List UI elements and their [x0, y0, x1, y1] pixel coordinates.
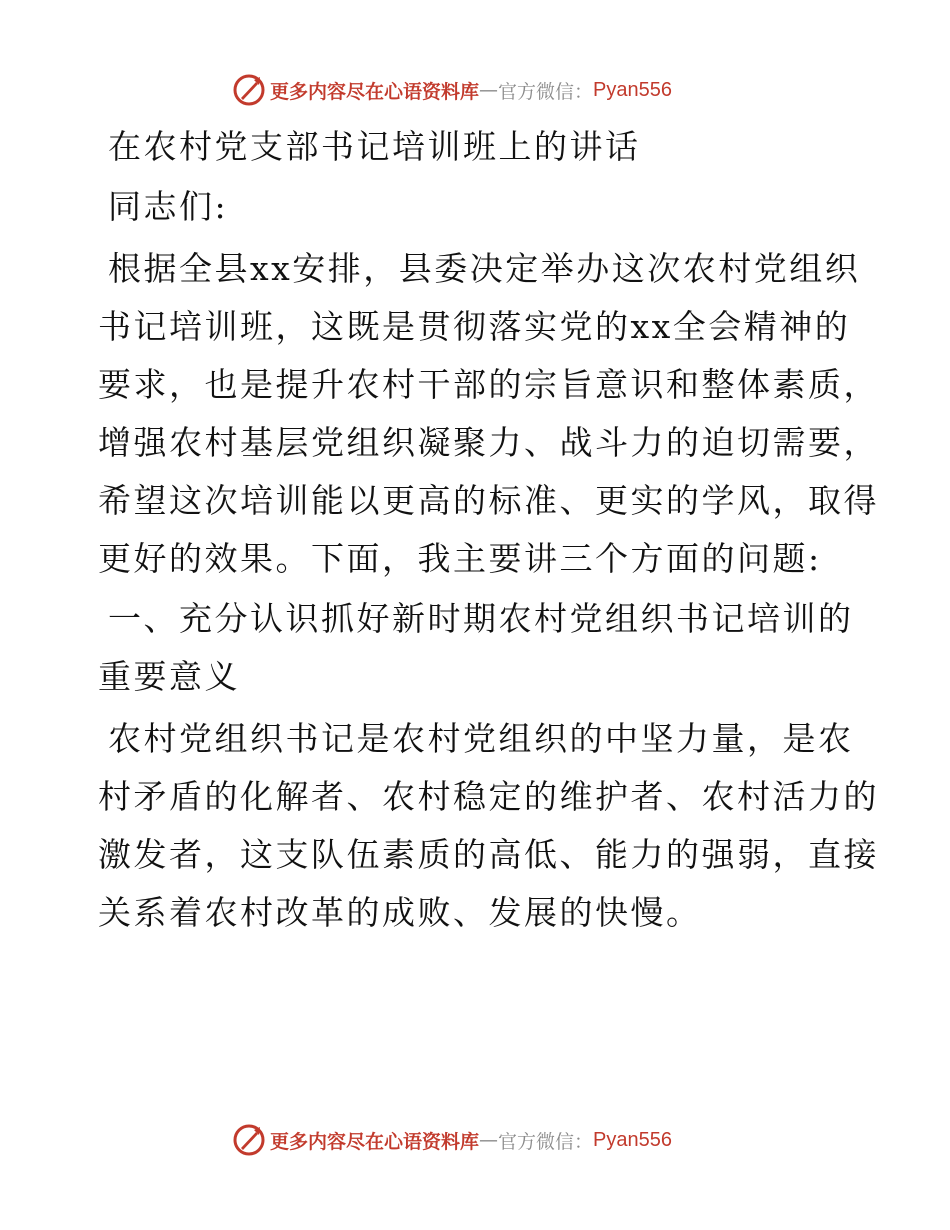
quill-logo-icon [232, 73, 266, 107]
watermark-dash: — [479, 1129, 499, 1151]
paragraph-2 [98, 710, 879, 942]
salutation: 同志们: [108, 187, 229, 226]
paragraph-line: 希望这次培训能以更高的标准、更实的学风，取得 [98, 481, 879, 520]
quill-logo-icon [232, 1123, 266, 1157]
header-watermark [232, 70, 732, 110]
watermark-text: 更多内容尽在心语资料库 [270, 80, 480, 103]
paragraph-line: 关系着农村改革的成败、发展的快慢。 [98, 893, 702, 932]
document-body [98, 118, 879, 942]
watermark-dash: — [479, 79, 499, 101]
paragraph-1 [98, 240, 879, 588]
footer-watermark [232, 1120, 732, 1160]
section-heading-1 [98, 590, 854, 706]
watermark-id: Pyan556 [593, 78, 672, 101]
watermark-text: 更多内容尽在心语资料库 [270, 1130, 480, 1153]
paragraph-line: 增强农村基层党组织凝聚力、战斗力的迫切需要， [98, 423, 879, 462]
watermark-label: 官方微信： [498, 80, 594, 103]
heading-line: 重要意义 [98, 657, 240, 696]
paragraph-line: 书记培训班，这既是贯彻落实党的xx全会精神的 [98, 307, 851, 346]
paragraph-line: 要求，也是提升农村干部的宗旨意识和整体素质， [98, 365, 879, 404]
document-title: 在农村党支部书记培训班上的讲话 [108, 127, 641, 166]
paragraph-line: 更好的效果。下面，我主要讲三个方面的问题: [98, 539, 822, 578]
paragraph-line: 农村党组织书记是农村党组织的中坚力量，是农 [108, 719, 854, 758]
paragraph-line: 根据全县xx安排，县委决定举办这次农村党组织 [108, 249, 861, 288]
heading-line: 一、充分认识抓好新时期农村党组织书记培训的 [108, 599, 854, 638]
watermark-label: 官方微信： [498, 1130, 594, 1153]
paragraph-line: 村矛盾的化解者、农村稳定的维护者、农村活力的 [98, 777, 879, 816]
watermark-id: Pyan556 [593, 1128, 672, 1151]
paragraph-line: 激发者，这支队伍素质的高低、能力的强弱，直接 [98, 835, 879, 874]
